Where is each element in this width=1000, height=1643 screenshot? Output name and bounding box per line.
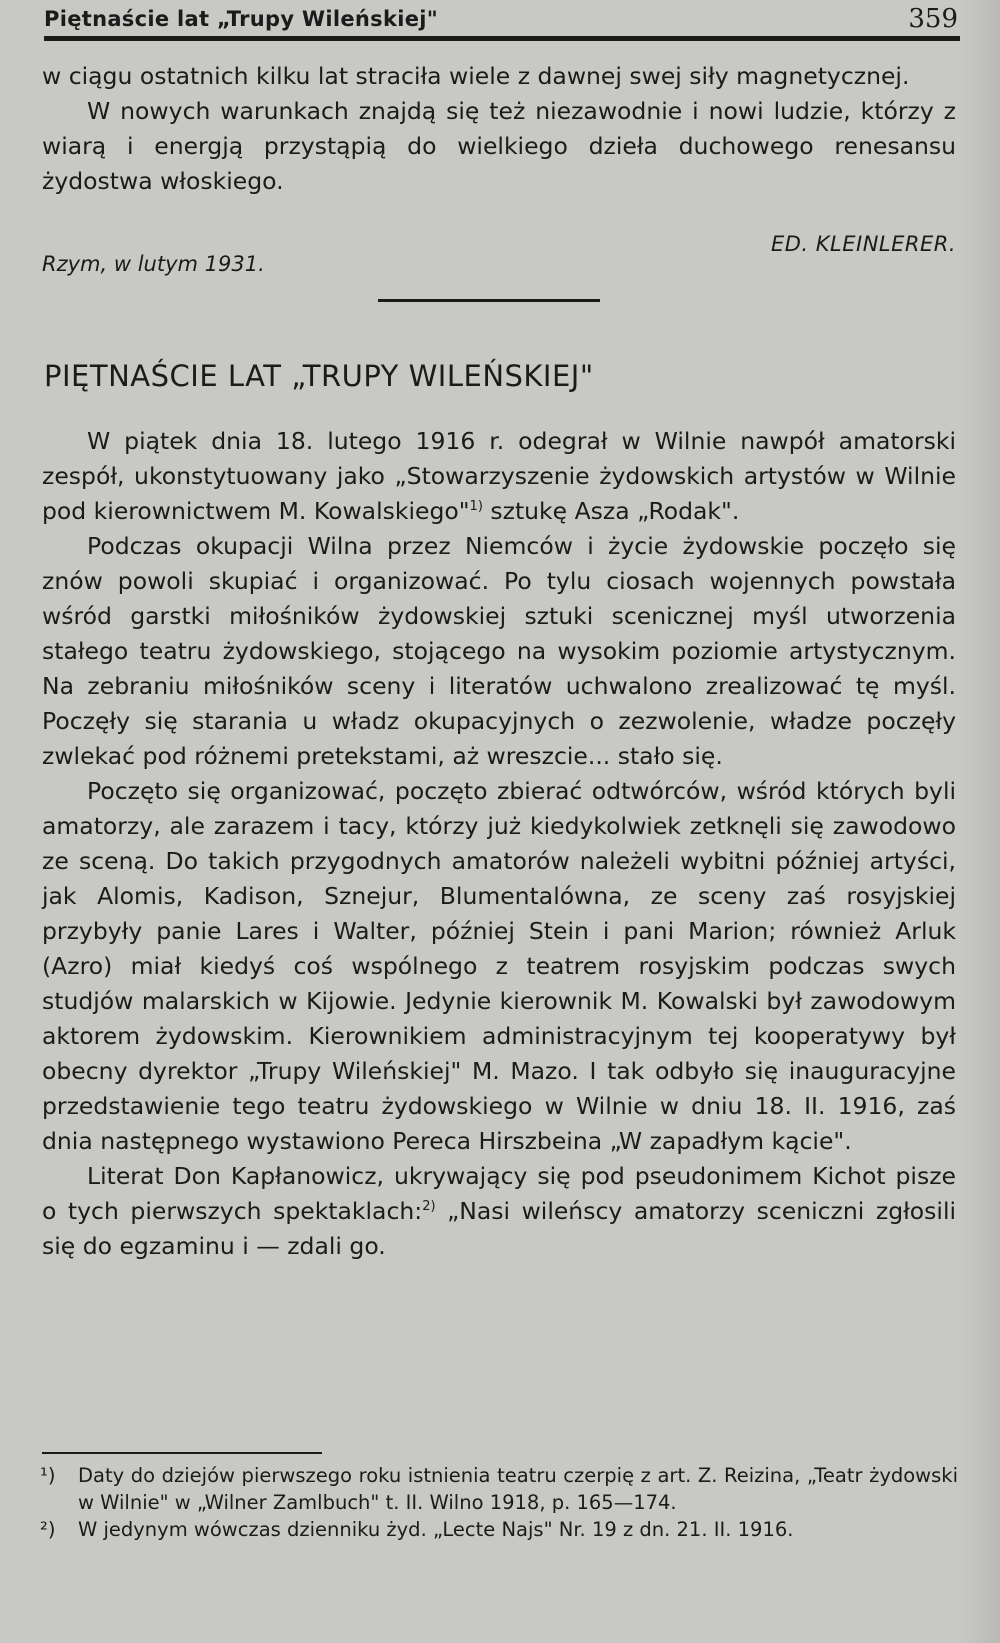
paragraph-text: W piątek dnia 18. lutego 1916 r. odegrał w Wilnie nawpół amatorski zespół, ukonstytuowany jako „Stowarzyszenie żydowskich artystów w Wilnie pod kierownictwem M. Kowalskiego" [42, 427, 956, 525]
paragraph-text: sztukę Asza „Rodak". [482, 497, 740, 525]
section-divider [378, 299, 600, 302]
footnote-text: W jedynym wówczas dzienniku żyd. „Lecte Najs" Nr. 19 z dn. 21. II. 1916. [78, 1518, 794, 1541]
signature-block [42, 232, 956, 276]
footnote-ref: 2) [422, 1199, 436, 1215]
paragraph: Poczęto się organizować, poczęto zbierać odtwórców, wśród których byli amatorzy, ale zarazem i tacy, którzy już kiedykolwiek zetknęli się zawodowo ze sceną. Do takich przygodnych amatorów należeli wybitni później artyści, jak Alomis, Kadison, Sznejur, Blumentalówna, ze sceny zaś rosyjskiej przybyły panie Lares i Walter, później Stein i pani Marion; również Arluk (Azro) miał kiedyś coś wspólnego z teatrem rosyjskim podczas swych studjów malarskich w Kijowie. Jedynie kierownik M. Kowalski był zawodowym aktorem żydowskim. Kierownikiem administracyjnym tej kooperatywy był obecny dyrektor „Trupy Wileńskiej" M. Mazo. I tak odbyło się inauguracyjne przedstawienie tego teatru żydowskiego w Wilnie w dniu 18. II. 1916, zaś dnia następnego wystawiono Pereca Hirszbeina „W zapadłym kącie". [42, 777, 956, 1155]
signature-place-date: Rzym, w lutym 1931. [42, 252, 265, 276]
page-edge-shadow [960, 0, 1000, 1643]
paragraph: w ciągu ostatnich kilku lat straciła wiele z dawnej swej siły magnetycznej. [42, 62, 910, 90]
footnote-mark: ²) [40, 1518, 56, 1541]
paragraph-text: „Nasi wileńscy amatorzy sceniczni zgłosili się do egzaminu i — zdali go. [42, 1197, 956, 1260]
footnotes [40, 1462, 958, 1543]
paragraph: Podczas okupacji Wilna przez Niemców i życie żydowskie poczęło się znów powoli skupiać i organizować. Po tylu ciosach wojennych powstała wśród garstki miłośników żydowskiej sztuki scenicznej myśl utworzenia stałego teatru żydowskiego, stojącego na wysokim poziomie artystycznym. Na zebraniu miłośników sceny i literatów uchwalono zrealizować tę myśl. Poczęły się starania u władz okupacyjnych o zezwolenie, władze poczęły zwlekać pod różnemi pretekstami, aż wreszcie... stało się. [42, 532, 956, 770]
article-body [42, 424, 956, 1264]
paragraph [42, 424, 956, 529]
intro-text [42, 59, 956, 199]
running-header [44, 0, 958, 34]
page-number: 359 [908, 4, 958, 34]
running-title: Piętnaście lat „Trupy Wileńskiej" [44, 7, 439, 31]
paragraph-text: Literat Don Kapłanowicz, ukrywający się pod pseudonimem Kichot pisze o tych pierwszych spektaklach: [42, 1162, 956, 1225]
footnote-text: Daty do dziejów pierwszego roku istnienia teatru czerpię z art. Z. Reizina, „Teatr żydowski w Wilnie" w „Wilner Zamlbuch" t. II. Wilno 1918, p. 165—174. [78, 1464, 958, 1514]
header-rule [44, 36, 960, 41]
paragraph: W nowych warunkach znajdą się też niezawodnie i nowi ludzie, którzy z wiarą i energją przystąpią do wielkiego dzieła duchowego renesansu żydostwa włoskiego. [42, 97, 956, 195]
footnote-rule [42, 1452, 322, 1454]
signature-author: ED. KLEINLERER. [770, 232, 956, 256]
footnote-ref: 1) [469, 499, 483, 515]
footnote [40, 1462, 958, 1516]
paragraph [42, 1159, 956, 1264]
footnote-mark: ¹) [40, 1464, 56, 1487]
footnote [40, 1516, 958, 1543]
section-title: PIĘTNAŚCIE LAT „TRUPY WILEŃSKIEJ" [44, 359, 594, 393]
